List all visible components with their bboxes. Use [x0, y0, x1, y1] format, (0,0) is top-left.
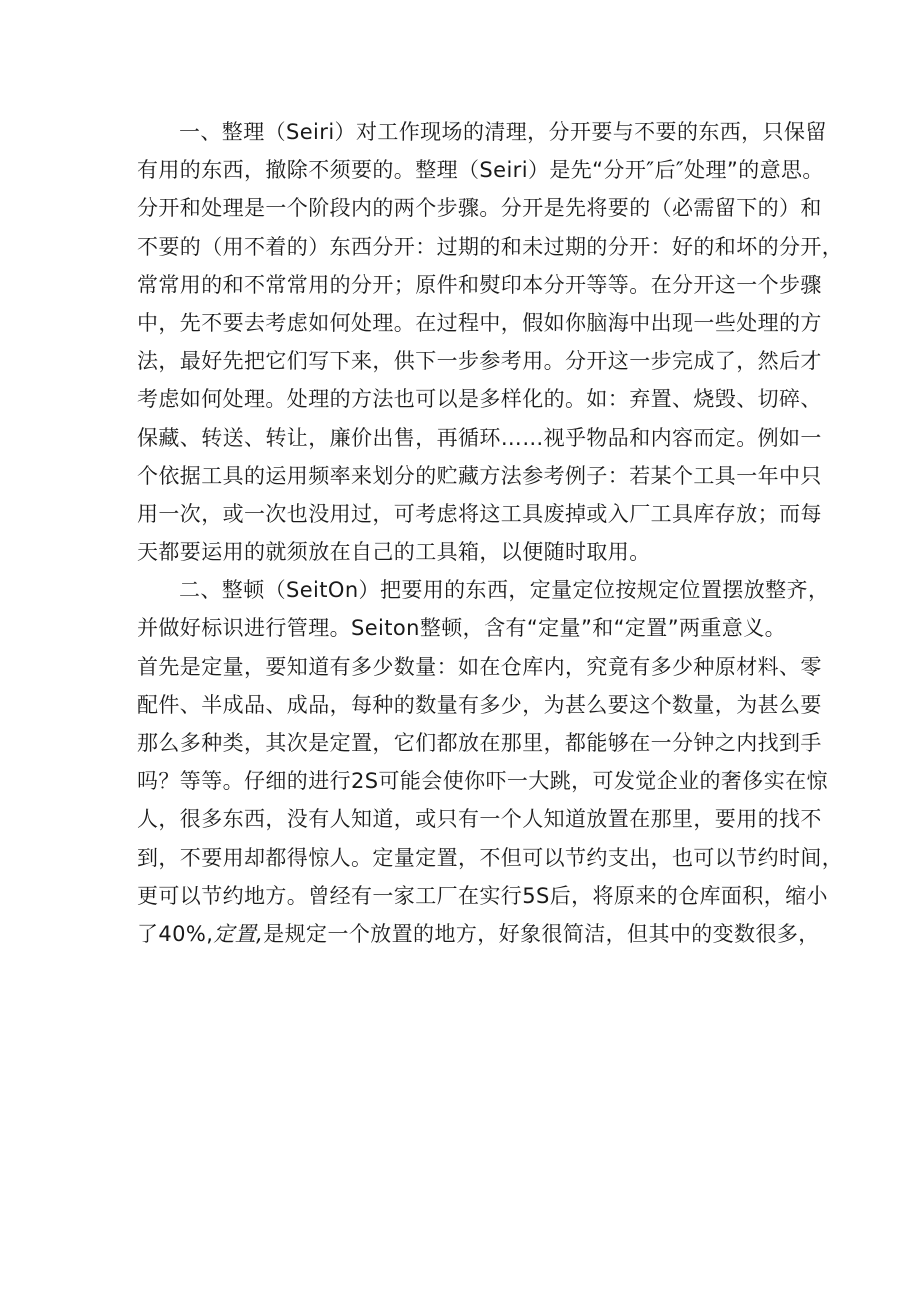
- text-line: 一、整理（Seiri）对工作现场的清理，分开要与不要的东西，只保留: [179, 120, 827, 144]
- text-segment: 是规定一个放置的地方，好象很简洁，但其中的变数很多，: [263, 921, 820, 946]
- text-line: 更可以节约地方。曾经有一家工厂在实行5S后，将原来的仓库面积，缩小: [137, 883, 828, 908]
- text-line: 首先是定量，要知道有多少数量：如在仓库内，究竟有多少种原材料、零: [137, 654, 822, 679]
- italic-text-segment: 定置,: [213, 921, 264, 946]
- text-line-last: [137, 915, 820, 953]
- text-line: 考虑如何处理。处理的方法也可以是多样化的。如：弃置、烧毁、切碎、: [137, 387, 822, 412]
- paragraph-seiton: [137, 571, 844, 953]
- text-line: 吗？等等。仔细的进行2S可能会使你吓一大跳，可发觉企业的奢侈实在惊: [137, 769, 828, 794]
- paragraph-seiri: [137, 113, 844, 571]
- text-segment: 了40%,: [137, 921, 214, 946]
- text-line: 那么多种类，其次是定置，它们都放在那里，都能够在一分钟之内找到手: [137, 731, 822, 755]
- text-line: 二、整顿（SeitOn）把要用的东西，定量定位按规定位置摆放整齐，: [179, 578, 830, 603]
- text-line: 个依据工具的运用频率来划分的贮藏方法参考例子：若某个工具一年中只: [137, 463, 822, 488]
- text-line: 到，不要用却都得惊人。定量定置，不但可以节约支出，也可以节约时间，: [137, 845, 844, 870]
- text-line: 中，先不要去考虑如何处理。在过程中，假如你脑海中出现一些处理的方: [137, 310, 822, 335]
- text-line: 保藏、转送、转让，廉价出售，再循环……视乎物品和内容而定。例如一: [137, 425, 822, 450]
- document-body: [137, 113, 844, 953]
- text-line: 用一次，或一次也没用过，可考虑将这工具废掉或入厂工具库存放；而每: [137, 501, 822, 526]
- text-line: 不要的（用不着的）东西分开：过期的和未过期的分开：好的和坏的分开，: [137, 234, 844, 259]
- text-line: 分开和处理是一个阶段内的两个步骤。分开是先将要的（必需留下的）和: [137, 196, 822, 221]
- text-line: 有用的东西，撤除不须要的。整理（Seiri）是先“分开″后″处理”的意思。: [137, 158, 824, 183]
- text-line: 常常用的和不常常用的分开；原件和熨印本分开等等。在分开这一个步骤: [137, 272, 822, 297]
- text-line: 人，很多东西，没有人知道，或只有一个人知道放置在那里，要用的找不: [137, 807, 822, 832]
- text-line: 配件、半成品、成品，每种的数量有多少，为甚么要这个数量，为甚么要: [137, 692, 822, 717]
- text-line: 并做好标识进行管理。Seiton整顿，含有“定量”和“定置”两重意义。: [137, 616, 786, 641]
- text-line: 法，最好先把它们写下来，供下一步参考用。分开这一步完成了，然后才: [137, 349, 822, 374]
- text-line: 天都要运用的就须放在自己的工具箱，以便随时取用。: [137, 540, 651, 565]
